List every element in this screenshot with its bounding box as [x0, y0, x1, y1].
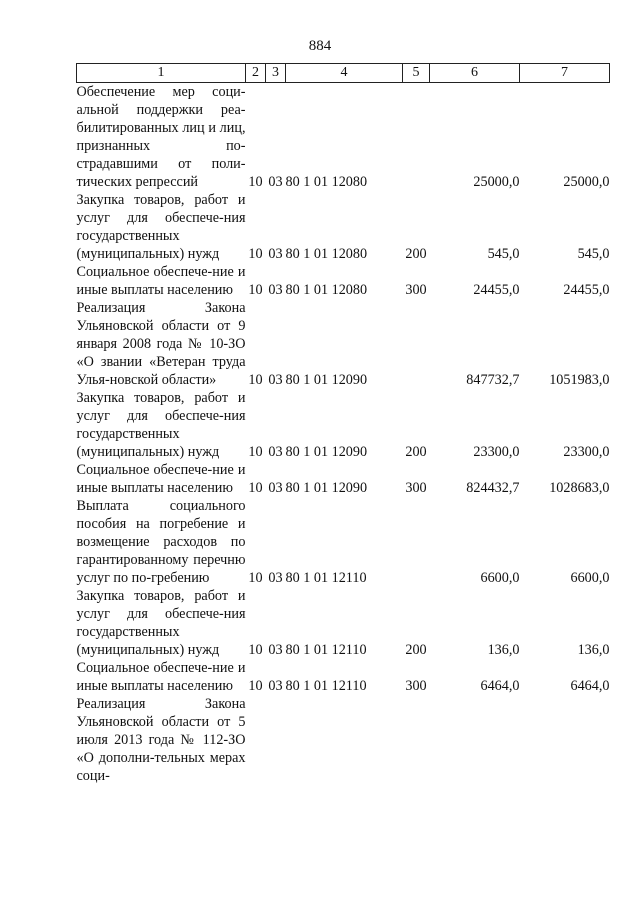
- row-section: 10: [248, 444, 263, 460]
- row-section: 10: [248, 372, 263, 388]
- header-col-5: 5: [403, 64, 430, 83]
- row-section: 10: [248, 282, 263, 298]
- header-col-3: 3: [266, 64, 286, 83]
- header-col-4: 4: [286, 64, 403, 83]
- budget-table: [76, 63, 610, 785]
- row-amount-1: 25000,0: [473, 174, 520, 190]
- row-amount-1: 136,0: [487, 642, 520, 658]
- row-subsection: 03: [268, 642, 283, 658]
- row-amount-2: [520, 695, 610, 785]
- row-name: Социальное обеспече-ние и иные выплаты населению: [76, 660, 246, 694]
- table-row: [77, 659, 610, 695]
- row-expense-type: [403, 695, 430, 785]
- table-row: [77, 461, 610, 497]
- table-row: [77, 83, 610, 192]
- row-target-code: 80 1 01 12080: [285, 174, 368, 190]
- table-row: [77, 263, 610, 299]
- row-name: Выплата социального пособия на погребение и возмещение расходов по гарантированному перечню услуг по по-гребению: [76, 498, 246, 586]
- row-amount-1: 847732,7: [466, 372, 520, 388]
- row-amount-1: 545,0: [487, 246, 520, 262]
- table-row: [77, 587, 610, 659]
- row-subsection: 03: [268, 246, 283, 262]
- row-name: Закупка товаров, работ и услуг для обеспече-ния государственных (муниципальных) нужд: [76, 192, 246, 262]
- row-expense-type: 200: [405, 444, 427, 460]
- row-name: Закупка товаров, работ и услуг для обеспече-ния государственных (муниципальных) нужд: [76, 588, 246, 658]
- row-amount-1: 824432,7: [466, 480, 520, 496]
- row-subsection: [266, 695, 286, 785]
- row-target-code: 80 1 01 12090: [285, 372, 368, 388]
- header-col-1: 1: [77, 64, 246, 83]
- row-amount-2: 136,0: [577, 642, 610, 658]
- header-row: [77, 64, 610, 83]
- row-subsection: 03: [268, 678, 283, 694]
- header-col-7: 7: [520, 64, 610, 83]
- row-section: 10: [248, 246, 263, 262]
- row-name: Реализация Закона Ульяновской области от 9 января 2008 года № 10-ЗО «О звании «Ветеран труда Улья-новской области»: [76, 300, 246, 388]
- row-expense-type: 300: [405, 480, 427, 496]
- row-expense-type: 300: [405, 282, 427, 298]
- page-number: 884: [308, 38, 332, 54]
- row-section: 10: [248, 642, 263, 658]
- table-row: [77, 299, 610, 389]
- row-amount-2: 25000,0: [563, 174, 610, 190]
- row-section: [246, 695, 266, 785]
- row-name: Социальное обеспече-ние и иные выплаты населению: [76, 264, 246, 298]
- row-expense-type: [403, 299, 430, 389]
- row-amount-2: 1028683,0: [549, 480, 610, 496]
- row-subsection: 03: [268, 444, 283, 460]
- row-name: Обеспечение мер соци-альной поддержки реа-билитированных лиц и лиц, признанных по-страдавшими от поли-тических репрессий: [76, 84, 246, 190]
- header-col-2: 2: [246, 64, 266, 83]
- row-expense-type: 200: [405, 246, 427, 262]
- row-target-code: [286, 695, 403, 785]
- row-expense-type: [403, 497, 430, 587]
- row-target-code: 80 1 01 12090: [285, 480, 368, 496]
- row-amount-2: 545,0: [577, 246, 610, 262]
- row-amount-2: 1051983,0: [549, 372, 610, 388]
- row-subsection: 03: [268, 282, 283, 298]
- row-subsection: 03: [268, 570, 283, 586]
- row-target-code: 80 1 01 12080: [285, 282, 368, 298]
- row-name: Реализация Закона Ульяновской области от 5 июля 2013 года № 112-ЗО «О дополни-тельных мерах соци-: [76, 696, 246, 784]
- row-amount-1: 6464,0: [480, 678, 520, 694]
- row-subsection: 03: [268, 480, 283, 496]
- row-amount-1: [430, 695, 520, 785]
- row-amount-2: 23300,0: [563, 444, 610, 460]
- row-target-code: 80 1 01 12080: [285, 246, 368, 262]
- row-amount-2: 6600,0: [570, 570, 610, 586]
- table-row: [77, 497, 610, 587]
- table-row: [77, 191, 610, 263]
- row-section: 10: [248, 480, 263, 496]
- table-row: [77, 695, 610, 785]
- row-section: 10: [248, 678, 263, 694]
- row-target-code: 80 1 01 12110: [285, 570, 367, 586]
- row-expense-type: 300: [405, 678, 427, 694]
- header-col-6: 6: [430, 64, 520, 83]
- row-amount-1: 23300,0: [473, 444, 520, 460]
- row-target-code: 80 1 01 12110: [285, 678, 367, 694]
- row-expense-type: 200: [405, 642, 427, 658]
- row-amount-1: 6600,0: [480, 570, 520, 586]
- row-amount-2: 6464,0: [570, 678, 610, 694]
- row-target-code: 80 1 01 12110: [285, 642, 367, 658]
- row-section: 10: [248, 570, 263, 586]
- row-target-code: 80 1 01 12090: [285, 444, 368, 460]
- row-subsection: 03: [268, 174, 283, 190]
- row-subsection: 03: [268, 372, 283, 388]
- table-row: [77, 389, 610, 461]
- row-amount-2: 24455,0: [563, 282, 610, 298]
- row-name: Социальное обеспече-ние и иные выплаты населению: [76, 462, 246, 496]
- row-name: Закупка товаров, работ и услуг для обеспече-ния государственных (муниципальных) нужд: [76, 390, 246, 460]
- row-amount-1: 24455,0: [473, 282, 520, 298]
- row-expense-type: [403, 83, 430, 192]
- row-section: 10: [248, 174, 263, 190]
